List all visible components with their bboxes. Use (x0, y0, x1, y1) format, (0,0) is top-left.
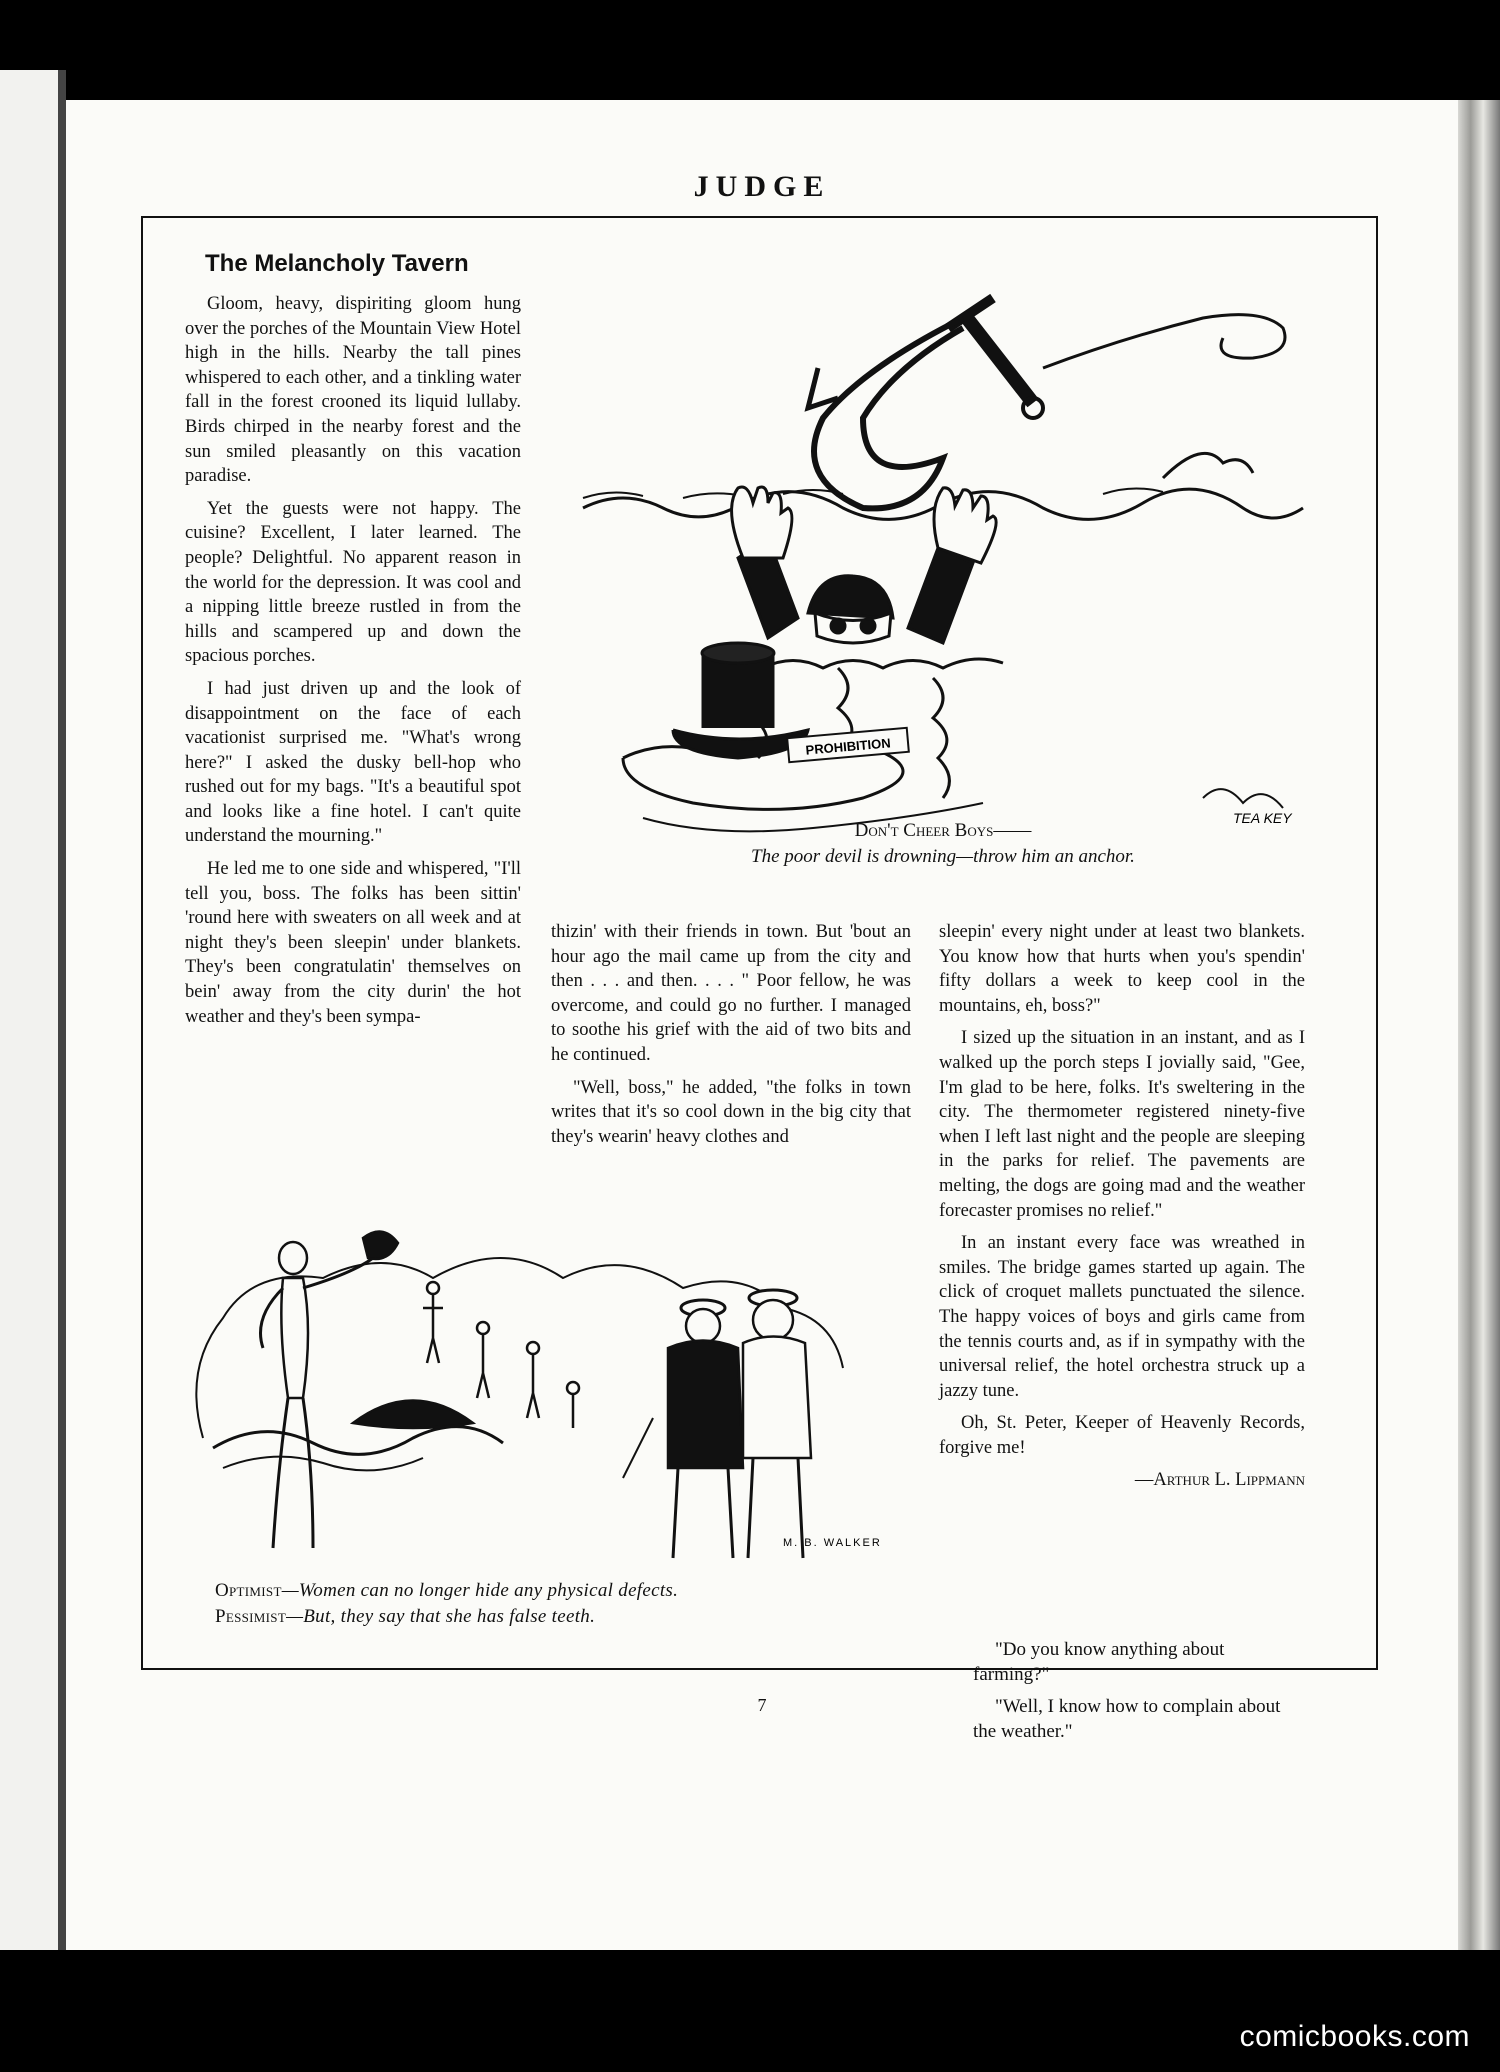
paragraph: "Well, boss," he added, "the folks in town writes that it's so cool down in the big city that they's wearin' heavy clothes and (551, 1077, 911, 1147)
anchor-shank (963, 313, 1033, 403)
woman-swimsuit (281, 1278, 308, 1398)
paragraph: Yet the guests were not happy. The cuisine? Excellent, I later learned. The people? Delightful. No apparent reason in the world for the depression. It was cool and a nipping little breeze rustled in from the hills and scampered up and down the spacious porches. (185, 498, 521, 667)
paragraph: Oh, St. Peter, Keeper of Heavenly Records, forgive me! (939, 1413, 1305, 1458)
caption-title: Don't Cheer Boys—— (854, 820, 1032, 841)
bottom-cartoon-caption (215, 1578, 678, 1630)
story-column-1 (185, 292, 521, 1037)
man-black-jacket (668, 1341, 743, 1469)
caption-text: The poor devil is drowning—throw him an anchor. (751, 846, 1135, 867)
page-number: 7 (757, 1695, 767, 1715)
raft (353, 1401, 473, 1429)
drowning-man-cartoon (563, 258, 1323, 838)
rope (1043, 315, 1285, 368)
story-column-3 (939, 920, 1305, 1501)
story-title: The Melancholy Tavern (205, 250, 469, 277)
joke-answer: "Well, I know how to complain about the weather." (973, 1696, 1281, 1742)
byline: —Arthur L. Lippmann (1134, 1470, 1305, 1491)
man-light-suit (743, 1337, 811, 1459)
head-hair (808, 576, 893, 618)
right-arm (908, 548, 973, 643)
beach-cartoon (183, 1218, 953, 1568)
pessimist-label: Pessimist (215, 1606, 287, 1627)
optimist-text: —Women can no longer hide any physical defects. (281, 1580, 679, 1601)
false-teeth-object (363, 1232, 398, 1259)
paragraph: He led me to one side and whispered, "I'll tell you, boss. The folks has been sittin' 'round here with sweaters on all week and at night they's been sleepin' under blankets. They's been congratulatin' themselves on bein' away from the city durin' the hot weather and they's been sympa- (185, 859, 521, 1027)
paragraph: sleepin' every night under at least two blankets. You know how that hurts when you's spendin' fifty dollars a week to keep cool in the mountains, eh, boss?" (939, 922, 1305, 1016)
paragraph: In an instant every face was wreathed in smiles. The bridge games started up again. The click of croquet mallets punctuated the silence. The happy voices of boys and girls came from the tennis courts and, as if in sympathy with the universal relief, the hotel orchestra struck up a jazzy tune. (939, 1233, 1305, 1401)
cartoonist-signature: M. B. WALKER (783, 1537, 882, 1549)
cartoonist-signature: TEA KEY (1233, 810, 1292, 826)
cane (623, 1418, 653, 1478)
paragraph: Gloom, heavy, dispiriting gloom hung over the porches of the Mountain View Hotel high in the hills. Nearby the tall pines whispered to each other, and a tinkling water fall in the forest crooned its liquid lullaby. Birds chirped in the nearby forest and the sun smiled pleasantly on this vacation paradise. (185, 294, 521, 487)
top-cartoon-caption (563, 818, 1323, 870)
content-frame (141, 216, 1378, 1742)
hat-band-label: PROHIBITION (805, 735, 892, 758)
joke-question: "Do you know anything about farming?" (973, 1639, 1225, 1685)
anchor-arm (814, 318, 963, 508)
running-head: JUDGE (693, 170, 831, 203)
paragraph: thizin' with their friends in town. But 'bout an hour ago the mail came up from the city and then . . . and then. . . . " Poor fellow, he was overcome, and could go no further. I managed to soothe his grief with the aid of two bits and he continued. (551, 922, 911, 1065)
left-hand (732, 487, 792, 558)
pessimist-text: —But, they say that she has false teeth. (286, 1606, 596, 1627)
watermark: comicbooks.com (1239, 2020, 1470, 2053)
gutter-shadow (58, 70, 66, 1950)
story-column-2 (551, 920, 911, 1157)
adjacent-page-edge (0, 70, 58, 1950)
magazine-page (66, 100, 1458, 1950)
optimist-label: Optimist (215, 1580, 282, 1601)
paragraph: I had just driven up and the look of disappointment on the face of each vacationist surprised me. "What's wrong here?" I asked the dusky bell-hop who rushed out for my bags. "It's a beautiful spot and looks like a fine hotel. I can't quite understand the mourning." (185, 678, 521, 847)
page-stack-edge (1458, 100, 1500, 1950)
paragraph: I sized up the situation in an instant, and as I walked up the porch steps I jovially said, "Gee, I'm glad to be here, folks. It's sweltering in the city. The thermometer registered ninety-five when I left last night and the people are sleeping in the parks for relief. The pavements are melting, the dogs are going mad and the weather forecaster promises no relief." (939, 1028, 1305, 1221)
